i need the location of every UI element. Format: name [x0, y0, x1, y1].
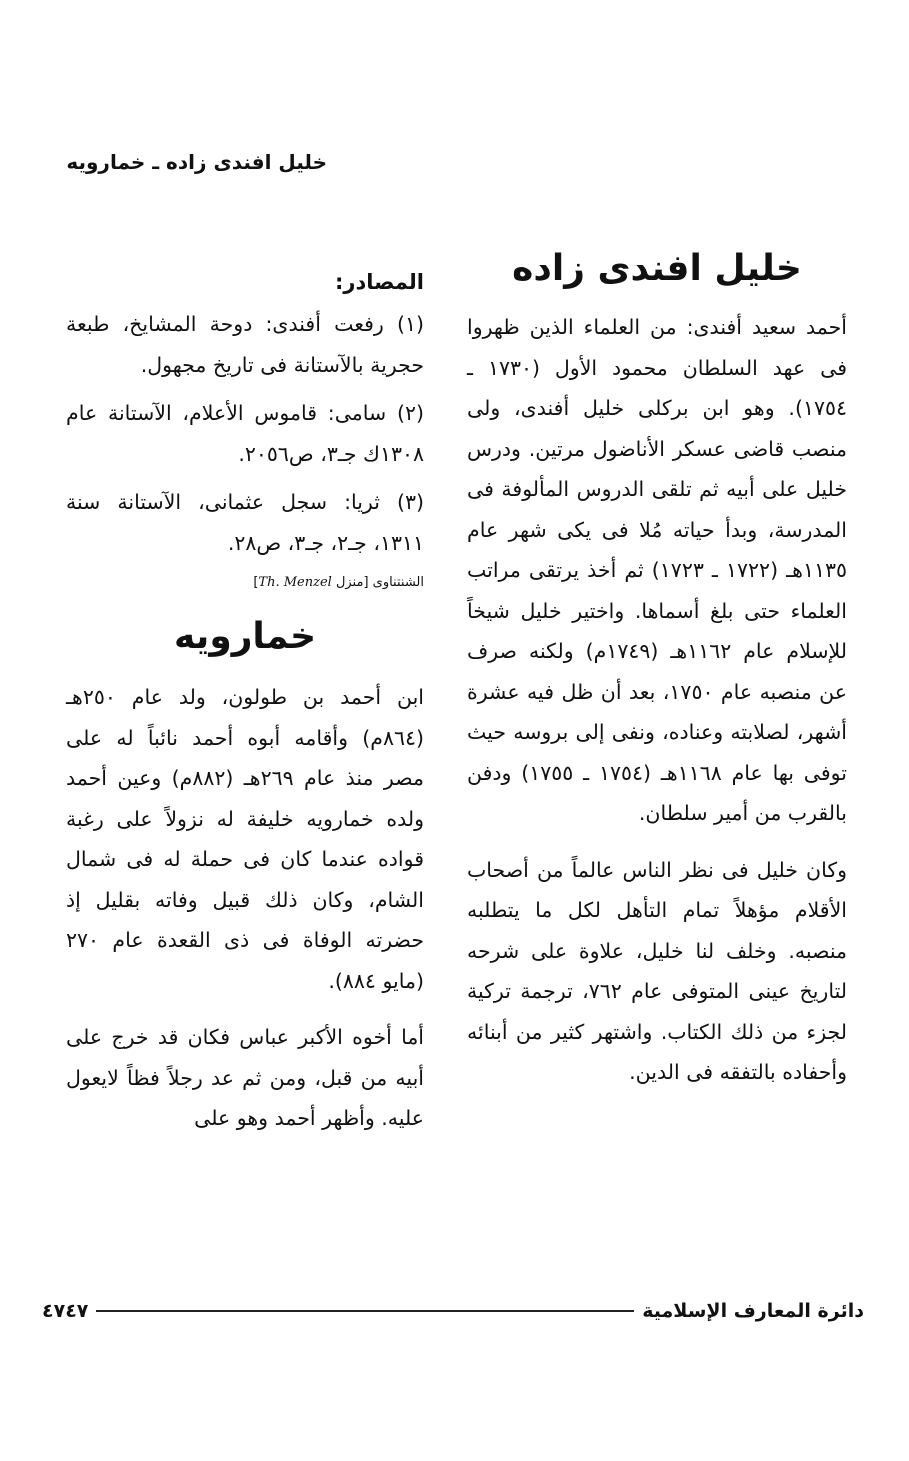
article-paragraph: ابن أحمد بن طولون، ولد عام ٢٥٠هـ (٨٦٤م) وأقامه أبوه أحمد نائباً له على مصر منذ عام ٢٦٩هـ (٨٨٢م) وعين أحمد ولده خمارويه خليفة له نزولاً على رغبة قواده عندما كان فى حملة له فى شمال الشام، وكان ذلك قبيل وفاته بقليل إذ حضرته الوفاة فى ذى القعدة عام ٢٧٠ (مايو ٨٨٤).	[66, 685, 424, 993]
footer-rule	[96, 1310, 634, 1312]
footer-title: دائرة المعارف الإسلامية	[642, 1300, 864, 1322]
article-paragraph: أما أخوه الأكبر عباس فكان قد خرج على أبيه من قبل، ومن ثم عد رجلاً فظاً لايعول عليه. وأظهر أحمد وهو على	[66, 1025, 424, 1130]
author-bracket: ]	[253, 575, 259, 590]
source-item: (٣) ثريا: سجل عثمانى، الآستانة سنة ١٣١١، جـ٢، جـ٣، ص٢٨.	[66, 490, 424, 555]
article-paragraph: وكان خليل فى نظر الناس عالماً من أصحاب الأقلام مؤهلاً تمام التأهل لكل ما يتطلبه منصبه. وخلف لنا خليل، علاوة على شرحه لتاريخ عينى المتوفى عام ٧٦٢، ترجمة تركية لجزء من ذلك الكتاب. واشتهر كثير من أبنائه وأحفاده بالتفقه فى الدين.	[467, 857, 847, 1084]
page-footer	[42, 1296, 864, 1326]
running-head: خليل افندى زاده ـ خمارويه	[66, 150, 327, 174]
source-item: (٢) سامى: قاموس الأعلام، الآستانة عام ١٣٠٨ك جـ٣، ص٢٠٥٦.	[66, 401, 424, 466]
column-right	[467, 245, 847, 1109]
author-attribution	[66, 573, 424, 593]
author-arabic: الشنتناوى [منزل	[335, 575, 424, 590]
column-left	[66, 262, 424, 1155]
article-title-khumarawayh: خمارويه	[173, 616, 317, 657]
author-latin: Th. Menzel	[258, 575, 332, 590]
sources-heading: المصادر:	[334, 270, 424, 294]
source-item: (١) رفعت أفندى: دوحة المشايخ، طبعة حجرية بالآستانة فى تاريخ مجهول.	[66, 312, 424, 377]
page-number: ٤٧٤٧	[42, 1300, 89, 1322]
article-paragraph: أحمد سعيد أفندى: من العلماء الذين ظهروا فى عهد السلطان محمود الأول (١٧٣٠ ـ ١٧٥٤). وهو ابن بركلى خليل أفندى، ولى منصب قاضى عسكر الأناضول مرتين. ودرس خليل على أبيه ثم تلقى الدروس المألوفة فى المدرسة، وبدأ حياته مُلا فى يكى شهر عام ١١٣٥هـ (١٧٢٢ ـ ١٧٢٣) ثم أخذ يرتقى مراتب العلماء حتى بلغ أسماها. واختير خليل شيخاً للإسلام عام ١١٦٢هـ (١٧٤٩م) ولكنه صرف عن منصبه عام ١٧٥٠، بعد أن ظل فيه عشرة أشهر، لصلابته وعناده، ونفى إلى بروسه حيث توفى بها عام ١١٦٨هـ (١٧٥٤ ـ ١٧٥٥) ودفن بالقرب من أمير سلطان.	[467, 315, 848, 825]
article-title-khalil: خليل افندى زاده	[512, 248, 802, 289]
